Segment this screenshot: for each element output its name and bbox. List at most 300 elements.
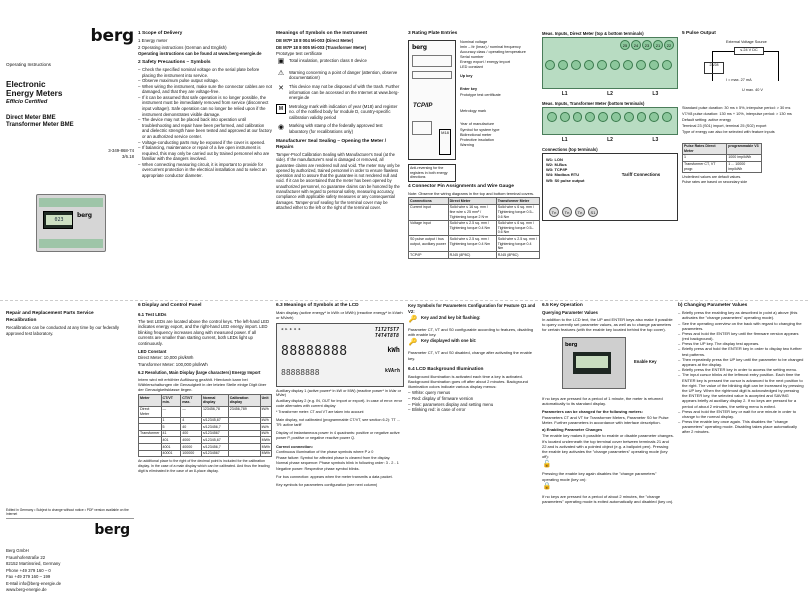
text: Total insulation, protection class II device [289, 57, 367, 63]
text: 23 [642, 40, 652, 50]
lcd-title: 6.3 Meanings of Symbols at the LCD [276, 303, 359, 308]
recal-title: Recalibration [6, 318, 37, 324]
col-key-symbols [408, 300, 536, 600]
safety-list [138, 67, 272, 179]
text: Type of energy can also be selected with feature inputs [682, 129, 775, 134]
text: 5 [161, 424, 181, 431]
plate-tcpip: TCP/IP [413, 103, 433, 110]
text: Solid wire ≤ 6 sq. mm / Tightening torque 0.5–0.6 Nm [496, 220, 539, 236]
symbol-row [276, 123, 402, 135]
repair-title: Repair and Replacement Parts Service [6, 311, 94, 316]
text: External Voltage Source [726, 40, 767, 45]
text: Transformer [140, 431, 160, 436]
scope-title: 1 Scope of Delivery [138, 31, 183, 36]
list-item: – Briefly press the enabling key as described in point a) above (this activates the "change parameters" operating mode). [678, 310, 804, 320]
text: 4 [181, 417, 202, 424]
cover-subtitle: Efficio Certified [6, 98, 48, 105]
cover-title-1: Electronic [6, 79, 46, 89]
cert-transformer: DE M7P 18 8 005 Mi-003 (Transformer Meter) [276, 44, 367, 50]
product-direct: Direct Meter BME [6, 115, 56, 122]
text: Pulse rates are based on secondary side [682, 180, 748, 185]
text: Current input [409, 204, 449, 220]
text: An additional place to the right of the decimal point is included for the calibration display. In the case of a main display which can be calibrated. And thus the leading digit is eliminated in the case of an 8-place display. [138, 459, 270, 473]
text: 22 [664, 40, 674, 50]
list-item: – Blinking red: in case of error [408, 407, 536, 413]
connections-box [542, 153, 678, 221]
text: 400 [181, 430, 202, 437]
col-display [138, 300, 272, 600]
terminal-pin [637, 112, 647, 122]
list-item: – Press and hold the ENTER key or wait for one minute in order to change to the normal display. [678, 409, 804, 419]
text: Phone +49 379 160 – 0 [6, 567, 51, 573]
terminal-pin [649, 112, 659, 122]
text: L3 [652, 137, 659, 144]
text: s/1234567 [201, 450, 228, 457]
text: Connections [409, 198, 449, 205]
text: Voltage input [409, 220, 449, 236]
text: MWh [261, 437, 270, 442]
text: a) Enabling Parameter Changes [542, 427, 603, 433]
scope-note: Operating instructions can be found at www.berg-energie.de [138, 51, 262, 57]
terminal-pin [598, 112, 608, 122]
text: LED Constant [138, 348, 167, 354]
terminal-pin [584, 60, 594, 70]
text: Default setting: active energy [682, 117, 731, 122]
text: Protective insulation [460, 138, 494, 143]
changing-list [678, 310, 804, 435]
text: Transformer Meter [496, 198, 539, 205]
terminal-pin [624, 112, 634, 122]
text: Main display, not calibrated (programmable CT/VT, see section 6.2): TT ... TR: active tariff [276, 417, 400, 427]
text: programmable V3 [727, 143, 762, 154]
text: Transformer CT, VT progr. [683, 161, 727, 172]
terminal-pin [547, 112, 557, 122]
col-changing-params [678, 300, 804, 600]
list-item: – If it can be assumed that safe operation is no longer possible, the instrument must be immediately removed from service (disconnect input voltage!). Safe operation can no longer be relied upon if the instrument demonstrates visible damage. [138, 95, 272, 117]
list-item: – Press the UP key. The display test appears. [678, 341, 804, 346]
text: Tn [549, 207, 559, 217]
text: 25 [620, 40, 630, 50]
table-row [139, 430, 272, 437]
doc-type: Operating Instructions [6, 61, 51, 67]
text: S1 [588, 207, 598, 217]
text: Key symbols for parameters configuration (see next column) [276, 483, 378, 488]
safety-title: 2 Safety Precautions – Symbols [138, 59, 211, 65]
cert-direct: DE M7P 18 8 004 Mi-003 (Direct Meter) [276, 38, 354, 44]
text: Negative power: Respective phase symbol blinks. [276, 467, 360, 472]
text: U max. 40 V [742, 88, 763, 93]
terminal-pin [610, 60, 620, 70]
doc-version: 3/6.18 [122, 154, 134, 160]
insulation-icon: ▣ [277, 58, 285, 66]
recal-text: Recalibration can be conducted at any time by our federally approved test laboratory. [6, 325, 119, 336]
key-on-icon: 🔒 [542, 483, 552, 491]
text: 1 [683, 154, 727, 161]
text [228, 450, 260, 457]
key-bit-icon: 🔑 [408, 338, 418, 346]
table-row [409, 204, 540, 220]
text [228, 430, 260, 437]
text: 82152 Martinsried, Germany [6, 561, 61, 567]
text: s/12345,67 [201, 417, 228, 424]
text: Warning concerning a point of danger (attention, observe documentation!) [289, 69, 398, 81]
text: W5: S0 pulse output [546, 177, 585, 183]
rating-plate-diagram [408, 38, 540, 178]
text: Parameters CT and VT for Transformer Meters, Parameter S0 for Pulse Meter. Further parameters in accordance with interface description. [542, 414, 669, 426]
list-item: – Check the specified nominal voltage on the serial plate before placing the instrument into service. [138, 67, 272, 78]
seal-title: Manufacturer Seal Sealing – Opening the Meter / Repairs [276, 138, 387, 150]
text: Bidirectional meter [460, 133, 492, 138]
terminal-pin [623, 60, 633, 70]
text: 23/28 [704, 62, 724, 74]
text: kWh [260, 406, 271, 417]
col-safety [138, 28, 272, 296]
text: Intern wird mit erhöhter Auflösung gezählt. Hierdurch kann bei Wählerschaltungen die Genauigkeit in der letzten Stelle einige Digit über der Genauigkeitsklasse liegen. [138, 376, 267, 393]
terminal-pin [662, 112, 672, 122]
text: s/12345,67 [201, 437, 228, 444]
text [228, 437, 260, 444]
table-row [409, 252, 540, 259]
cover-title-2: Energy Meters [6, 89, 63, 99]
pulse-diagram [682, 38, 804, 106]
list-item: – The input cursor blinks at the leftmost entry position. Each time the ENTER key is pressed the cursor is advanced to the next position to the right. The value of the blinking digit can be increased by pressing the UP key. When the rightmost digit is acknowledged by pressing the ENTER key, the selected value is accepted and SAVING appears briefly at auxiliary display 2. If no keys are pressed for a period of about 2 minutes, the setting menu is exited. [678, 372, 804, 408]
text: Meter [139, 395, 162, 406]
seal-text: Tamper-Proof Calibration Sealing with Manufacturer's Seal (at the side). If the manufacturer's seal is damaged or removed, all guarantee claims are rendered null and void. The meter may only be opened by authorized, trained personnel in order to ensure flawless operation and to assure that the guarantee is not rendered null and void. If it can be ascertained that the meter has been opened by unauthorized personnel, no guarantee claims can be honored by the manufacturer with regard to personal safety, measuring accuracy, compliance with applicable safety measures or any consequential damages. Tamper-proof sealing for the terminal cover may be attached either to the left or the right of the terminal cover. [276, 151, 400, 211]
text: 41 [161, 430, 181, 437]
text: I = max. 27 mA [726, 78, 752, 83]
text: — [161, 406, 181, 417]
text: T1T2T5T7 T4T4T8T8 [374, 326, 399, 339]
text [139, 437, 162, 444]
terminal-block-top [542, 37, 678, 89]
symbol-row [276, 104, 402, 122]
terminal-pin [611, 112, 621, 122]
text: Continuous illumination of the phase symbols where P ≥ 0 [276, 449, 374, 454]
symbol-row [276, 58, 402, 68]
text: E-Mail info@berg-energie.de [6, 580, 61, 586]
table-row [139, 450, 272, 457]
symbol-row [276, 84, 402, 102]
text: RJ45 (8P8C) [496, 252, 539, 259]
product-transformer: Transformer Meter BME [6, 122, 74, 129]
text: Solid wire ≤ 2.5 sq. mm / Tightening torque 0.4 Nm [448, 220, 496, 236]
text: s/123456,7 [201, 444, 228, 451]
text: Display of instantaneous power in 4 quadrants: positive or negative active power P, positive or negative reactive power Q. [276, 430, 400, 440]
text: S0 pulse output / bus output, auxiliary power [409, 236, 449, 252]
pulse-rate-table [682, 143, 762, 173]
key-operation-title: 6.5 Key Operation [542, 303, 583, 308]
berg-logo: berg [90, 26, 134, 46]
text: Auxiliary display 2 (e.g. IN, OUT for import or export). In case of error: error code alternates with current display [276, 399, 403, 409]
rating-title: 3 Rating Plate Entries [408, 31, 458, 36]
text: Solid wire ≤ 16 sq. mm / fine wire ≤ 25 mm² / Tightening torque 2 N·m [448, 204, 496, 220]
text: W3: TCP/IP [546, 167, 568, 173]
text [228, 417, 260, 424]
text: Accuracy class / operating temperature [460, 49, 526, 54]
table-row [139, 417, 272, 424]
display-title: 6 Display and Control Panel [138, 303, 202, 308]
table-row [409, 220, 540, 236]
connections-title: Connections (top terminals) [542, 146, 598, 152]
list-item: – The device may not be placed back into operation until troubleshooting and repair have been performed, and calibration and dielectric strength have been tested and approved at our factory or an authorized service center. [138, 117, 272, 139]
cert-proto: Prototype test certificate [276, 51, 323, 57]
text: Pulse Rates Direct Meter [683, 143, 727, 154]
text: Parameter CT, VT and S0 configurable according to features, disabling with enable key. [408, 327, 534, 338]
lcd-digits: 88888888 [281, 343, 348, 359]
text: Symbol for system type [460, 128, 500, 133]
text: CT/VT min. [161, 395, 181, 406]
col-key-operation [542, 300, 674, 600]
text: Nominal voltage [460, 40, 488, 45]
scope-item: 2 Operating instructions (German and English) [138, 44, 227, 50]
terminal-pin [597, 60, 607, 70]
text: Fraunhoferstraße 22 [6, 554, 46, 560]
text: RJ45 (8P8C) [448, 252, 496, 259]
text [139, 450, 162, 457]
text: V7/V8 pulse duration: 130 ms + 10%, interpulse period: > 130 ms [682, 112, 792, 117]
text: W4: Modbus RTU [546, 172, 580, 178]
table-row [683, 161, 762, 172]
text: TCP/IP [409, 252, 449, 259]
key-flashing-icon: 🔑 [408, 315, 418, 323]
text: Warning [460, 143, 474, 148]
lcd-display: ◀ ▶ ◆ ◆ ◆ T1T2T5T7 T4T4T8T8 88888888 kWh 88888888 kVArh [276, 323, 404, 387]
text: kWh [260, 417, 271, 424]
col-terminals [542, 28, 678, 296]
text: L3 [652, 91, 659, 98]
warning-icon: ⚠ [277, 70, 285, 78]
terminal-pin [636, 60, 646, 70]
text: Key displayed with one bit: [421, 338, 477, 344]
text: 6.1 Test LEDs [138, 312, 167, 318]
text: 401 [161, 437, 181, 444]
changing-title: b) Changing Parameter Values [678, 303, 748, 308]
list-item: – See the operating overview on the back with regard to changing the parameters. [678, 321, 804, 331]
edition-note: Edited in Germany • Subject to change without notice • PDF version available on the Internet [6, 508, 129, 517]
text: L1 [561, 137, 568, 144]
text: L2 [607, 91, 613, 98]
text: Normal display [201, 395, 228, 406]
list-item: – Briefly press and hold the ENTER key in order to display two further test patterns. [678, 346, 804, 356]
list-item: – Pink: parameters display and setting menu [408, 402, 536, 408]
key-symbols-title: Key Symbols for Parameters Configuration for Feature Q1 and V2: [408, 303, 536, 314]
col-pulse [682, 28, 804, 296]
text: Metrology mark [460, 109, 487, 114]
text: kWh [387, 345, 400, 354]
terminals-top-title: Meas. Inputs, Direct Meter (top & bottom terminals) [542, 31, 644, 36]
col-lcd-symbols [276, 300, 404, 600]
disposal-icon: ✕ [278, 84, 284, 92]
text [228, 444, 260, 451]
text: The enable key makes it possible to enable or disable parameter changes. It's located underneath the top terminal cover between terminals 21 and 22 and is activated with a pointed object (e.g. a ballpoint pen). Pressing the enable key activates the "change parameters" operating mode (key off): [542, 433, 674, 460]
text: Year of manufacture [460, 122, 495, 127]
text: W1: LON [546, 156, 563, 162]
text: Enter key [460, 86, 478, 91]
text: Background illumination is activated each time a key is activated. Background illumination goes off after about 2 minutes. Background illumination colors indicate various display menus: [408, 373, 528, 390]
terminal-pin [545, 60, 555, 70]
text: If no keys are pressed for a period of 1 minute, the meter is returned automatically to its standard display. [542, 396, 663, 407]
text: Solid wire ≤ 2.5 sq. mm / Tightening torque 0.4 Nm [448, 236, 496, 252]
text: 40000 [181, 444, 202, 451]
text: Serial number [460, 54, 484, 59]
text [228, 424, 260, 431]
text: Tn [575, 207, 585, 217]
text: Standard pulse duration: 30 ms ± 5%, interpulse period: > 30 ms [682, 106, 791, 111]
company-name: Berg GmbH [6, 548, 29, 553]
rating-plate: berg TCP/IP M18 [408, 40, 456, 160]
symbols-title: Meanings of Symbols on the Instrument [276, 31, 368, 36]
table-row [139, 406, 272, 417]
anti-reversing-note: Anti-reversing for the registers in both energy directions [408, 164, 456, 182]
pulse-title: 5 Pulse Output [682, 31, 716, 36]
text: Pressing the enable key again disables the "change parameters" operating mode (key on): [542, 471, 657, 482]
text: Direct Meter: 10,000 pls/kWh [138, 355, 194, 361]
text: Phase failure: Symbol for affected phase is cleared from the display. [276, 455, 391, 460]
metrology-mark-icon: M [276, 104, 286, 114]
text: LED constant [460, 64, 483, 69]
text: Metrology mark with indication of year (M18) and register no. of the notified body for module D, country-specific calibration validity period [289, 103, 398, 120]
text: Key and 2nd key bit flashing: [421, 315, 481, 320]
text [139, 444, 162, 451]
text: Tn [562, 207, 572, 217]
text [139, 424, 162, 431]
text: W2: M-Bus [546, 162, 567, 168]
text: 40 [181, 424, 202, 431]
cover-panel [6, 4, 134, 296]
text: Marking with stamp of the federally approved test laboratory (for recalibrations only) [289, 123, 383, 135]
text: Querying Parameter Values [542, 310, 598, 316]
text: 4000 [181, 437, 202, 444]
terminal-pin [573, 112, 583, 122]
text: 1000 imp/kWh [727, 154, 762, 161]
table-row [139, 424, 272, 431]
text [139, 417, 162, 424]
text: Solid wire ≤ 6 sq. mm / Tightening torque 0.5–0.6 Nm [496, 204, 539, 220]
terminal-pin [662, 60, 672, 70]
text: 40001 [161, 450, 181, 457]
text: Terminal 23 (S01) import, terminal 25 (S02) export [682, 123, 767, 128]
text: In addition to the LCD text, the UP and ENTER keys also make it possible to query currently set parameter values, as well as to change parameters for certain features (with the enable key located behind the top cover). [542, 316, 673, 333]
list-item: – When connecting measuring circuit, it is important to provide for overcurrent protection in the electrical installation and to select an appropriate conductor diameter. [138, 162, 272, 179]
back-logo: berg [94, 522, 130, 538]
terminal-pin [571, 60, 581, 70]
text: The test LEDs are located above the control keys. The left-hand LED indicates energy export, and the right-hand LED energy import. LED blinking frequency increases along with measured power. If all currents are smaller than starting current, both LEDs light up continuously. [138, 318, 270, 347]
text: If no keys are pressed for a period of about 2 minutes, the "change parameters" operating mode is exited automatically and disabled (key on). [542, 493, 674, 504]
back-panel [6, 308, 134, 600]
meter-front-image: berg Enable Key [542, 335, 674, 393]
list-item: – Observe maximum pulse output voltage. [138, 78, 272, 84]
list-item: – If balancing, maintenance or repair of a live open instrument is required, this may only be carried out by trained personnel who are familiar with the dangers involved. [138, 145, 272, 162]
text: 123456,78 [201, 406, 228, 417]
terminal-pin [558, 60, 568, 70]
terminal-block-bottom [542, 107, 678, 135]
table-row [683, 154, 762, 161]
text: Solid wire ≤ 2.5 sq. mm / Tightening torque 0.4 Nm [496, 236, 539, 252]
text: This device may not be disposed of with the trash. Further information can be accessed on the Internet at www.berg-energie.de [289, 84, 400, 101]
meter-image: 023 berg [36, 194, 106, 252]
text: MWh [261, 444, 270, 449]
list-item: – When wiring the instrument, make sure the connector cables are not damaged, and that they are voltage-free. [138, 84, 272, 95]
text: Calibration display [228, 395, 260, 406]
terminal-pin [560, 112, 570, 122]
text: Tariff Connections [621, 171, 661, 177]
text: Energy export / energy import [460, 59, 511, 64]
text: Imin – Itr (Imax) / nominal frequency [460, 45, 521, 50]
col-rating [408, 28, 540, 296]
text: Fax +49 379 160 – 199 [6, 574, 51, 580]
text: kWh [260, 424, 271, 431]
text: Auxiliary display 1 (active power* in kW or MW) (reactive power* in kVar or MVar) [276, 388, 402, 398]
text: MWh [261, 451, 270, 456]
text: L2 [607, 137, 613, 144]
text: Main display (active energy* in kWh or MWh) (reactive energy* in kVarh or MVarh) [276, 310, 403, 321]
text: 6.2 Resolution, Main Display (large characters) Energy Import [138, 370, 261, 376]
text: Direct Meter [139, 406, 162, 417]
color-list [408, 390, 536, 412]
list-item: – Briefly press the ENTER key in order to access the setting menu. [678, 367, 804, 372]
terminal-pin [585, 112, 595, 122]
list-item: – Red: display of firmware version [408, 396, 536, 402]
text: Direct Meter [448, 198, 496, 205]
text: — [181, 406, 202, 417]
text: L1 [561, 91, 568, 98]
text: Correct connection: [276, 443, 313, 449]
scope-item: 1 Energy meter [138, 38, 168, 44]
text: Normal phase sequence: Phase symbols blink in following order: 3 - 2 - 1 [276, 461, 399, 466]
table-row [409, 236, 540, 252]
text: 21 [653, 40, 663, 50]
text: Transformer Meter: 100,000 pls/kWh [138, 361, 208, 367]
text: kVArh [384, 367, 400, 374]
key-off-icon: 🔓 [542, 460, 552, 468]
text: * Transformer meter: CT and VT are taken into account [276, 410, 364, 415]
text: 1 [161, 417, 181, 424]
col-symbols [276, 28, 402, 296]
table-row [139, 437, 272, 444]
text: Parameter CT, VT and S0 disabled, change after activating the enable key. [408, 350, 533, 361]
text: Underlined values are default values. [682, 174, 742, 179]
lcd-bg-title: 6.4 LCD Background Illumination [408, 366, 484, 372]
text: 24 [631, 40, 641, 50]
text: ≤ 24 V DC [734, 47, 764, 55]
resolution-table [138, 394, 272, 457]
text: Parameters can be changed for the following meters: [542, 408, 643, 414]
stamp-icon: ◉ [277, 124, 285, 131]
text: 1 ... 10000 imp/kWh [727, 161, 762, 172]
text: www.berg-energie.de [6, 587, 47, 593]
text: Up key [460, 73, 473, 78]
list-item: – White: query menus [408, 390, 536, 396]
list-item: – Press the enable key once again. This disables the "change parameters" operating mode. Disabling takes place automatically after 2 minutes. [678, 419, 804, 435]
connector-table [408, 197, 540, 259]
connectors-note: Note: Observe the wiring diagrams in the top and bottom terminal covers. [408, 191, 535, 197]
text: 100000 [181, 450, 202, 457]
connectors-title: 4 Connector Pin Assignments and Wire Gauge [408, 184, 514, 190]
terminals-bottom-title: Meas. Inputs, Transformer Meter (bottom terminals) [542, 100, 645, 106]
text: Unit [260, 395, 271, 406]
text: 23456,789 [228, 406, 260, 417]
doc-number: 3-349-868-74 [108, 147, 134, 153]
text: 4001 [161, 444, 181, 451]
text: Prototype test certificate [460, 92, 501, 97]
text: s/123456,7 [201, 424, 228, 431]
list-item: – Then repeatedly press the UP key until the parameter to be changed appears at the display. [678, 357, 804, 367]
text: CT/VT max. [181, 395, 202, 406]
text: For bus connection: appears when the meter transmits a data packet. [276, 475, 393, 480]
list-item: – Press and hold the ENTER key until the firmware version appears (red background). [678, 331, 804, 341]
table-row [139, 444, 272, 451]
symbol-row [276, 70, 402, 82]
